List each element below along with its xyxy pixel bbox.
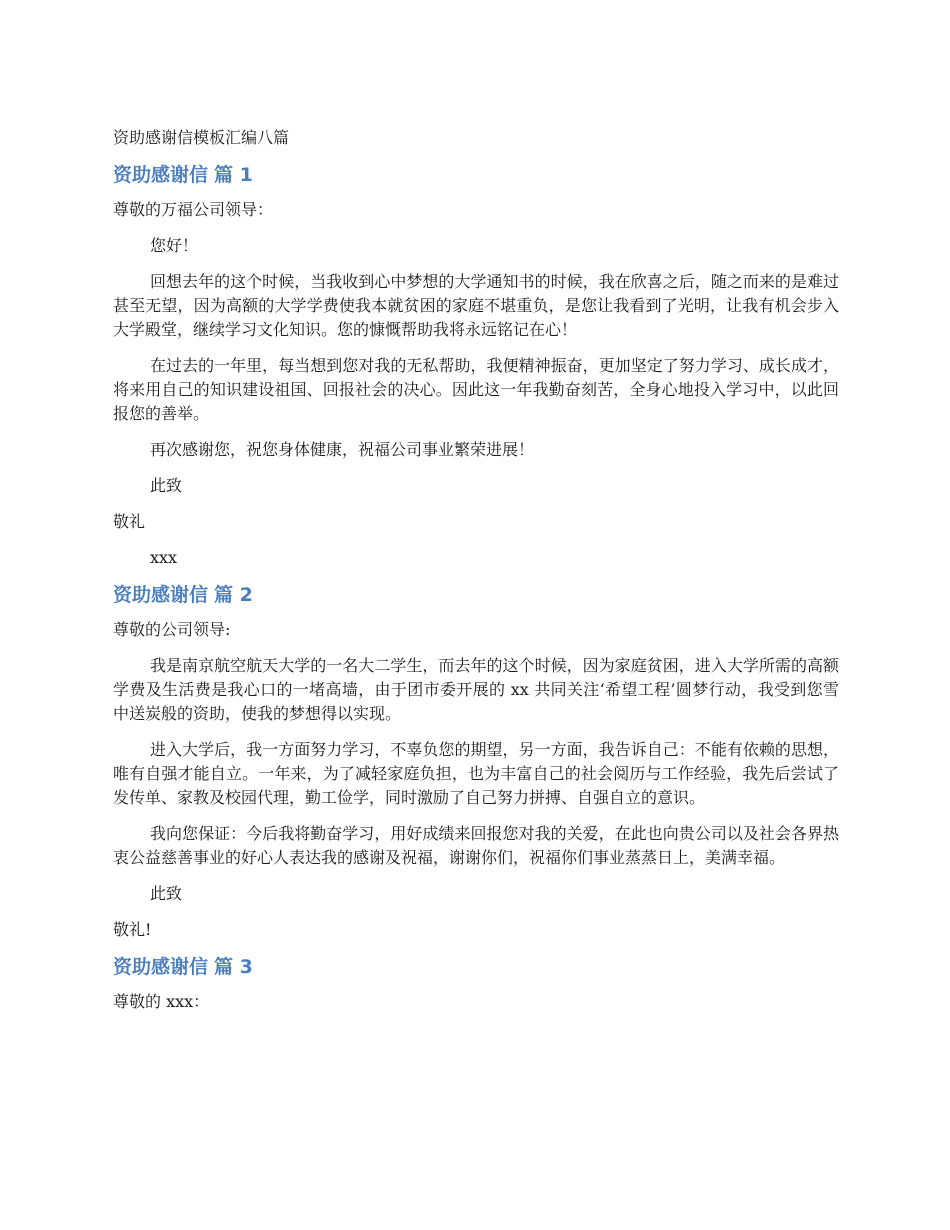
letter-signature: xxx (150, 548, 178, 567)
letter-greeting: 您好！ (150, 236, 199, 255)
section-heading (113, 954, 839, 980)
letter-closing-jingli: 敬礼! (113, 920, 152, 939)
letter-paragraph: 我向您保证：今后我将勤奋学习，用好成绩来回报您对我的关爱，在此也向贵公司以及社会各界热衷公益慈善事业的好心人表达我的感谢及祝福，谢谢你们，祝福你们事业蒸蒸日上，美满幸福。 (113, 824, 839, 867)
letter-closing-jingli: 敬礼 (113, 512, 146, 531)
document-title: 资助感谢信模板汇编八篇 (113, 128, 290, 147)
letter-paragraph: 回想去年的这个时候，当我收到心中梦想的大学通知书的时候，我在欣喜之后，随之而来的是难过甚至无望，因为高额的大学学费使我本就贫困的家庭不堪重负，是您让我看到了光明，让我有机会步入大学殿堂，继续学习文化知识。您的慷慨帮助我将永远铭记在心！ (113, 272, 839, 339)
letter-section-1 (113, 162, 839, 570)
letter-salutation: 尊敬的万福公司领导： (113, 200, 274, 219)
letter-paragraph: 再次感谢您，祝您身体健康，祝福公司事业繁荣进展！ (150, 440, 535, 459)
letter-closing-cizhi: 此致 (150, 884, 183, 903)
letter-paragraph: 进入大学后，我一方面努力学习，不辜负您的期望，另一方面，我告诉自己：不能有依赖的思想，唯有自强才能自立。一年来，为了减轻家庭负担，也为丰富自己的社会阅历与工作经验，我先后尝试了发传单、家教及校园代理，勤工俭学，同时激励了自己努力拼搏、自强自立的意识。 (113, 740, 839, 807)
letter-section-2 (113, 582, 839, 942)
section-heading (113, 162, 839, 188)
letter-section-3 (113, 954, 839, 1014)
section-heading-number: 篇 3 (214, 956, 253, 978)
section-heading-text: 资助感谢信 (113, 956, 209, 978)
section-heading-number: 篇 2 (214, 584, 253, 606)
letter-paragraph: 我是南京航空航天大学的一名大二学生，而去年的这个时候，因为家庭贫困，进入大学所需的高额学费及生活费是我心口的一堵高墙，由于团市委开展的 xx 共同关注‘希望工程’圆梦行动，我受到您雪中送炭般的资助，使我的梦想得以实现。 (113, 656, 839, 723)
letter-closing-cizhi: 此致 (150, 476, 183, 495)
section-heading-number: 篇 1 (214, 164, 253, 186)
section-heading-text: 资助感谢信 (113, 164, 209, 186)
letter-paragraph: 在过去的一年里，每当想到您对我的无私帮助，我便精神振奋，更加坚定了努力学习、成长成才，将来用自己的知识建设祖国、回报社会的决心。因此这一年我勤奋刻苦，全身心地投入学习中，以此回报您的善举。 (113, 356, 839, 423)
letter-salutation: 尊敬的 xxx： (113, 992, 210, 1011)
document-body (113, 126, 839, 1026)
section-heading-text: 资助感谢信 (113, 584, 209, 606)
letter-salutation: 尊敬的公司领导: (113, 620, 231, 639)
section-heading (113, 582, 839, 608)
